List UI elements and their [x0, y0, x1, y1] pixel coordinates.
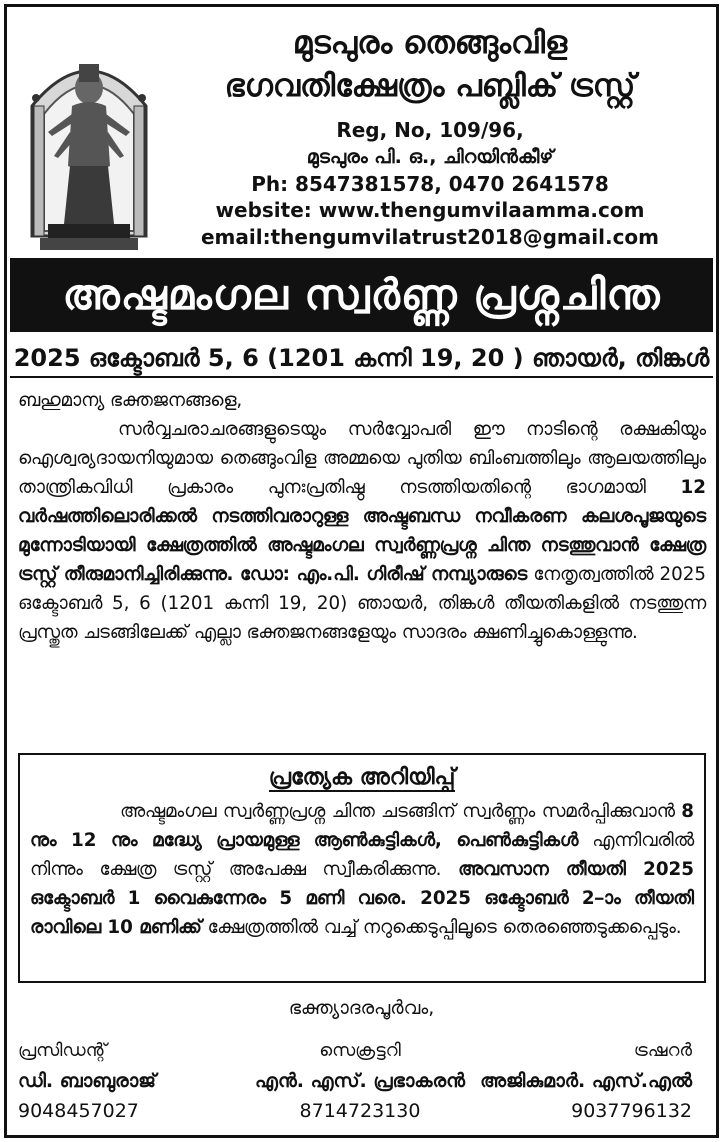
salutation: ബഹുമാന്യ ഭക്തജനങ്ങളെ, [18, 390, 243, 411]
signatory-role: പ്രസിഡന്റ് [18, 1040, 107, 1061]
signatory-role: സെക്രട്ടറി [319, 1040, 401, 1061]
postal-address: മുടപുരം പി. ഒ., ചിറയിൻകീഴ് [306, 146, 554, 168]
notice-title [30, 763, 694, 793]
signatory-president [18, 1036, 238, 1126]
signatory-name: ഡി. ബാബുരാജ് [18, 1070, 156, 1092]
notice-deadline: അവസാന തീയതി 2025 ഒക്ടോബർ 1 വൈകുന്നേരം 5 മണി വരെ. 2025 ഒക്ടോബർ 2–ാം തീയതി രാവിലെ 10 മണിക്ക് [30, 859, 694, 938]
notice-age-group: 8 നും 12 നും മദ്ധ്യേ പ്രായമുള്ള ആൺകുട്ടികൾ, പെൺകുട്ടികൾ [30, 801, 694, 851]
signatory-role: ട്രഷറർ [633, 1040, 692, 1061]
notice-title-text: പ്രത്യേക അറിയിപ്പ് [268, 765, 456, 790]
notice-text-1: അഷ്ടമംഗല സ്വർണ്ണപ്രശ്ന ചിന്ത ചടങ്ങിന് സ്വർണ്ണം സമർപ്പിക്കുവാൻ [120, 801, 682, 822]
para-text-1: സർവ്വചരാചരങ്ങളുടെയും സർവ്വോപരി ഈ നാടിന്റെ രക്ഷകിയും ഐശ്വര്യദായനിയുമായ തെങ്ങുംവിള അമ്മയെ പുതിയ ബിംബത്തിലും ആലയത്തിലും താന്ത്രികവിധി പ്രകാരം പുനഃപ്രതിഷ്ഠ നടത്തിയതിന്റെ ഭാഗമായി [18, 419, 706, 498]
closing-salutation: ഭക്ത്യാദരപൂർവം, [288, 997, 435, 1019]
notice-text [30, 797, 694, 942]
signatory-name: അജികുമാർ. എസ്.എൽ [480, 1070, 692, 1092]
registration-number: Reg, No, 109/96, [336, 118, 524, 142]
deity-image [24, 36, 154, 256]
phone-numbers: Ph: 8547381578, 0470 2641578 [251, 172, 609, 196]
event-title-banner: അഷ്ടമംഗല സ്വർണ്ണ പ്രശ്നചിന്ത [10, 258, 713, 332]
event-dates: 2025 ഒക്ടോബർ 5, 6 (1201 കന്നി 19, 20 ) ഞായർ, തിങ്കൾ [10, 338, 713, 378]
signatory-phone: 9048457027 [18, 1100, 139, 1122]
header [10, 10, 713, 256]
trust-name-line2: ഭഗവതിക്ഷേത്രം പബ്ലിക് ട്രസ്റ്റ് [224, 68, 636, 104]
invitation-body [18, 386, 706, 647]
signatory-phone: 9037796132 [571, 1100, 692, 1122]
signatory-phone: 8714723130 [299, 1100, 421, 1122]
signatory-treasurer [440, 1036, 692, 1126]
trust-name [160, 22, 700, 108]
website[interactable]: website: www.thengumvilaamma.com [215, 198, 645, 222]
signatory-name: എൻ. എസ്. പ്രഭാകരൻ [255, 1070, 465, 1092]
special-notice-box [18, 753, 706, 983]
invitation-paragraph [18, 415, 706, 647]
para-text-2: നേതൃത്വത്തിൽ 2025 ഒക്ടോബർ 5, 6 (1201 കന്നി 19, 20) ഞായർ, തിങ്കൾ തീയതികളിൽ നടത്തുന്ന പ്രസ്തുത ചടങ്ങിലേക്ക് എല്ലാ ഭക്തജനങ്ങളേയും സാദരം ക്ഷണിച്ചുകൊള്ളുന്നു. [18, 564, 706, 643]
email[interactable]: email:thengumvilatrust2018@gmail.com [200, 225, 660, 249]
para-text-bold: 12 വർഷത്തിലൊരിക്കൽ നടത്തിവരാറുള്ള അഷ്ടബന്ധ നവീകരണ കലശപൂജയുടെ മുന്നോടിയായി ക്ഷേത്രത്തിൽ അഷ്ടമംഗല സ്വർണ്ണപ്രശ്ന ചിന്ത നടത്തുവാൻ ക്ഷേത്ര ട്രസ്റ്റ് തീരുമാനിച്ചിരിക്കുന്നു. ഡോ: എം.പി. ഗിരീഷ് നമ്പ്യാരുടെ [18, 477, 706, 585]
notice-text-3: എന്നിവരിൽ നിന്നും ക്ഷേത്ര ട്രസ്റ്റ് അപേക്ഷ സ്വീകരിക്കുന്നു. [30, 830, 694, 880]
trust-name-line1: മുടപുരം തെങ്ങുംവിള [292, 25, 568, 61]
notice-text-5: ക്ഷേത്രത്തിൽ വച്ച് നറുക്കെടുപ്പിലൂടെ തെരഞ്ഞെടുക്കപ്പെടും. [201, 917, 682, 938]
